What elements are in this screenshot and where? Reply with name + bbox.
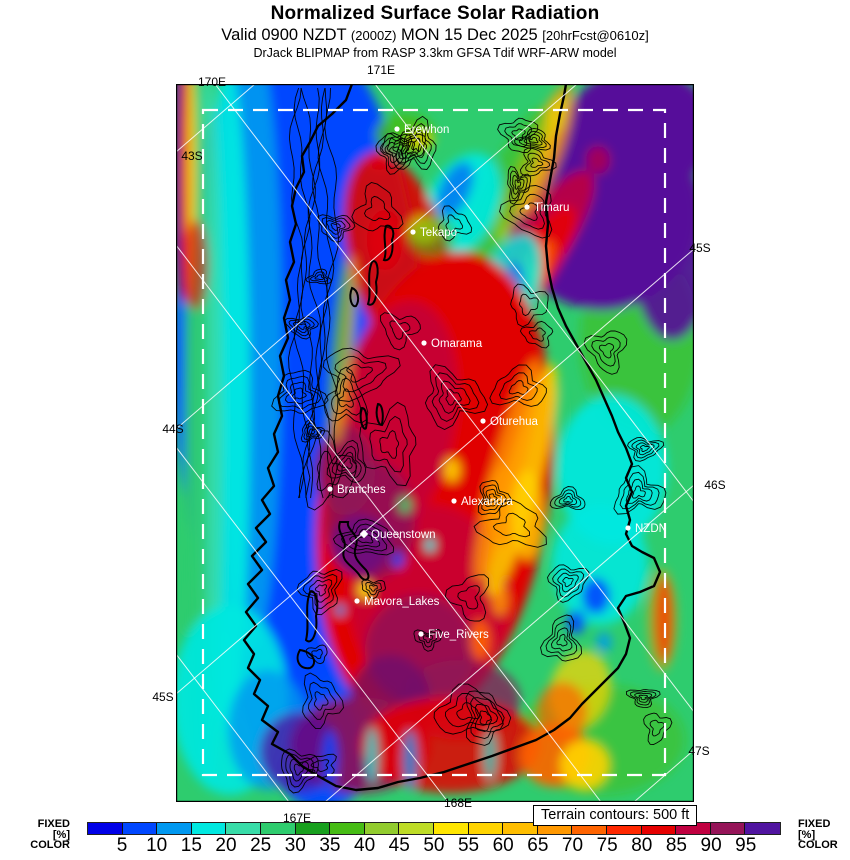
colorbar-tick: 20 (215, 835, 237, 856)
place-marker-dot (480, 418, 485, 423)
colorbar-segment (711, 823, 746, 834)
model-line: DrJack BLIPMAP from RASP 3.3km GFSA Tdif WRF-ARW model (253, 45, 617, 60)
place-marker-dot (327, 486, 332, 491)
fixed-color-label-left: FIXED [%] COLOR (30, 818, 70, 851)
colorbar-tick: 25 (250, 835, 272, 856)
terrain-contours-note: Terrain contours: 500 ft (533, 805, 697, 826)
grid-label: 171E (366, 63, 396, 77)
place-label: Alexandra (461, 496, 513, 508)
place-marker-dot (524, 204, 529, 209)
grid-label: 46S (704, 478, 726, 492)
map-color-field (176, 84, 694, 802)
colorbar-segment (399, 823, 434, 834)
colorbar-segment (434, 823, 469, 834)
place-marker-dot (625, 525, 630, 530)
colorbar-tick: 60 (492, 835, 514, 856)
colorbar-tick: 75 (596, 835, 618, 856)
place-label: Mavora_Lakes (364, 596, 440, 608)
colorbar-segment (745, 823, 780, 834)
colorbar-segment (330, 823, 365, 834)
valid-forecast: [20hrFcst@0610z] (542, 28, 649, 44)
colorbar-tick: 70 (561, 835, 584, 856)
place-label: Branches (337, 484, 386, 496)
map-canvas (176, 84, 694, 802)
place-marker-dot (421, 340, 426, 345)
colorbar-segment (469, 823, 504, 834)
colorbar-tick: 15 (180, 835, 202, 856)
place-marker-dot (451, 498, 456, 503)
colorbar-tick: 5 (116, 835, 128, 856)
colorbar-tick: 65 (527, 835, 549, 856)
fixed-color-label-right: FIXED [%] COLOR (798, 818, 838, 851)
colorbar-tick: 35 (319, 835, 341, 856)
valid-time: Valid 0900 NZDT (221, 26, 351, 45)
place-marker-dot (410, 229, 415, 234)
colorbar-tick: 85 (665, 835, 688, 856)
colorbar-segment (192, 823, 227, 834)
place-marker-dot (354, 598, 359, 603)
place-label: Queenstown (371, 529, 436, 541)
grid-label: 44S (162, 422, 184, 436)
place-marker-dot (418, 631, 423, 636)
grid-label: 43S (181, 149, 203, 163)
place-label: Oturehua (490, 416, 538, 428)
grid-label: 170E (197, 75, 227, 89)
place-label: Timaru (534, 202, 570, 214)
colorbar-tick: 55 (457, 835, 480, 856)
place-label: Erewhon (404, 124, 450, 136)
colorbar-segment (88, 823, 123, 834)
colorbar-tick: 50 (423, 835, 445, 856)
place-label: Omarama (431, 338, 483, 350)
place-label: Five_Rivers (428, 629, 489, 641)
grid-label: 47S (688, 744, 710, 758)
colorbar-tick: 95 (735, 835, 757, 856)
valid-line (10, 26, 850, 44)
colorbar-tick: 80 (631, 835, 653, 856)
solar-radiation-map (176, 84, 694, 802)
grid-label: 167E (282, 811, 312, 825)
colorbar-tick: 90 (700, 835, 722, 856)
place-label: NZDN (635, 523, 667, 535)
colorbar-tick: 30 (284, 835, 306, 856)
plot-title: Normalized Surface Solar Radiation (270, 3, 600, 24)
colorbar-segment (123, 823, 158, 834)
grid-label: 45S (689, 241, 711, 255)
colorbar-segment (226, 823, 261, 834)
colorbar-segment (365, 823, 400, 834)
header (10, 3, 850, 60)
colorbar-segment (157, 823, 192, 834)
valid-zulu: (2000Z) (350, 28, 397, 44)
place-label: Tekapo (420, 227, 458, 239)
place-marker-dot (394, 126, 399, 131)
grid-label: 45S (152, 690, 174, 704)
colorbar-tick: 40 (354, 835, 376, 856)
colorbar-tick: 45 (388, 835, 410, 856)
valid-date: MON 15 Dec 2025 (396, 26, 543, 45)
colorbar-tick: 10 (146, 835, 168, 856)
grid-label: 168E (443, 796, 473, 810)
